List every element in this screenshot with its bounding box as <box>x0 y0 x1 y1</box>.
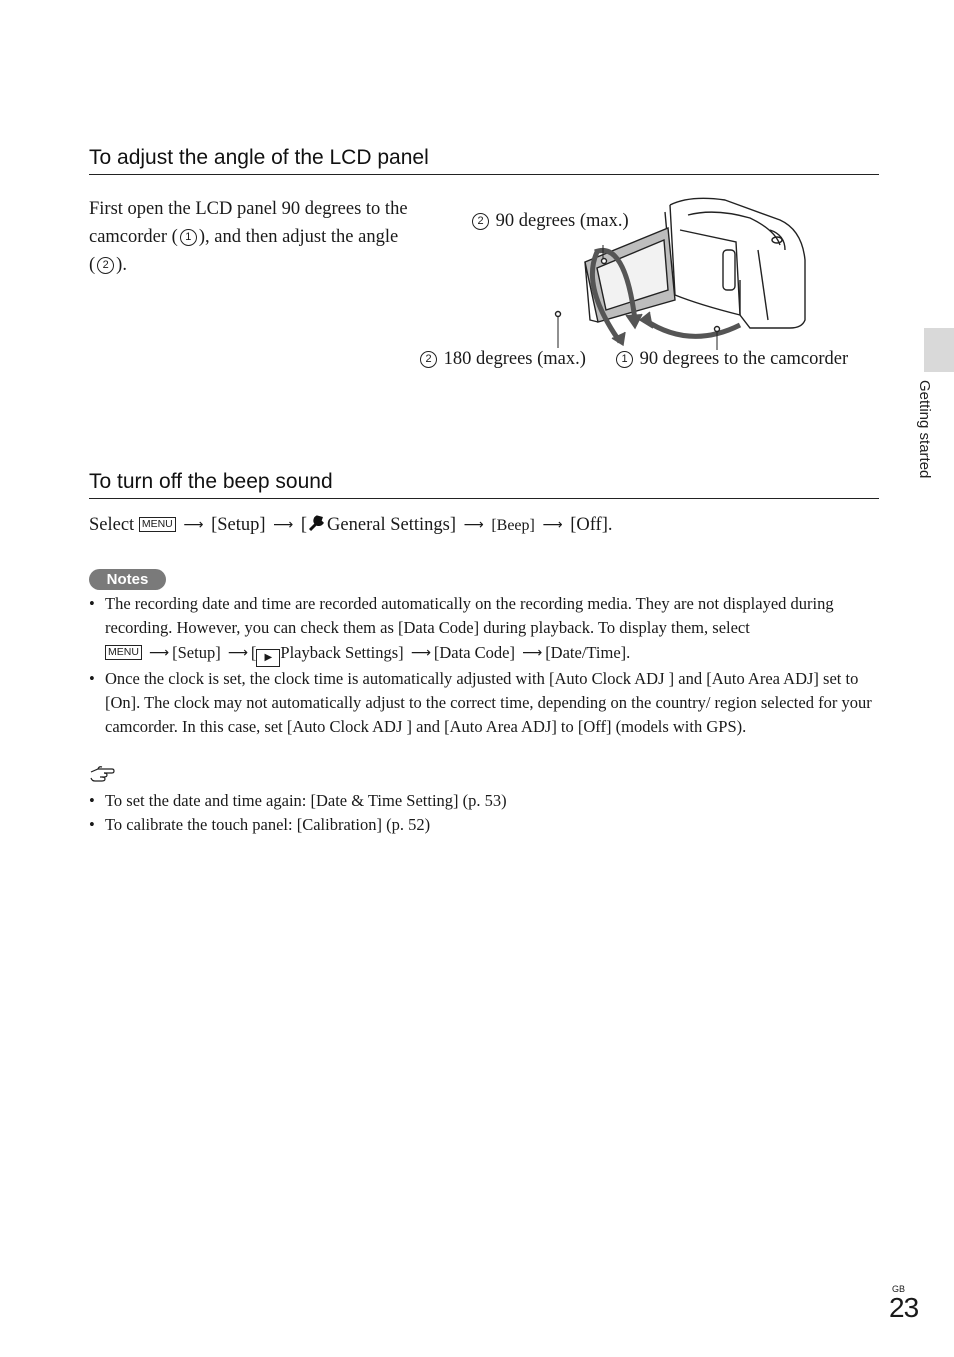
off-label: [Off]. <box>570 515 613 535</box>
arrow-right-icon: ⟶ <box>227 644 248 661</box>
chapter-tab-marker <box>924 328 954 372</box>
wrench-icon <box>307 514 327 532</box>
playback-settings-label: Playback Settings] <box>280 642 404 662</box>
lcd-text-1: First open the LCD panel 90 degrees to the <box>89 199 408 219</box>
bracket-open: [ <box>250 642 257 662</box>
step-1-icon: 1 <box>180 229 197 246</box>
data-code-label: [Data Code] <box>433 642 515 662</box>
pointing-hand-icon <box>90 765 116 783</box>
figure-label-180-text: 180 degrees (max.) <box>443 349 586 369</box>
setup-label: [Setup] <box>172 642 221 662</box>
lcd-instructions <box>89 195 449 279</box>
step-2-icon: 2 <box>97 257 114 274</box>
list-item <box>89 789 879 813</box>
lcd-text-4: ( <box>89 255 96 275</box>
tip-2-text: To calibrate the touch panel: [Calibration] (p. 52) <box>105 815 431 835</box>
menu-key-icon: MENU <box>139 517 176 532</box>
figure-label-90-text: 90 degrees to the camcorder <box>639 349 849 369</box>
play-icon: ▶ <box>256 649 280 667</box>
beep-instructions <box>89 514 612 536</box>
setup-label: [Setup] <box>211 515 266 535</box>
arrow-right-icon: ⟶ <box>463 517 484 533</box>
arrow-right-icon: ⟶ <box>410 644 431 661</box>
figure-label-top-text: 90 degrees (max.) <box>495 211 629 231</box>
list-item <box>89 813 879 837</box>
step-1-icon: 1 <box>616 351 633 368</box>
select-word: Select <box>89 515 135 535</box>
list-item <box>89 592 879 667</box>
section-title-lcd: To adjust the angle of the LCD panel <box>89 146 429 169</box>
arrow-right-icon: ⟶ <box>183 517 204 533</box>
lcd-text-5: ). <box>116 255 127 275</box>
notes-badge: Notes <box>89 569 166 590</box>
lcd-text-3: ), and then adjust the angle <box>198 227 399 247</box>
note-2-text: Once the clock is set, the clock time is automatically adjusted with [Auto Clock ADJ ] and [Auto Area ADJ] set to [On]. The clock may not automatically adjust to the correct time, depending on the country/ region selected for your camcorder. In this case, set [Auto Clock ADJ ] and [Auto Area ADJ] to [Off] (models with GPS). <box>105 668 872 737</box>
section-title-beep: To turn off the beep sound <box>89 470 333 493</box>
region-code: GB <box>892 1284 906 1294</box>
arrow-right-icon: ⟶ <box>522 644 543 661</box>
figure-label-90 <box>614 349 848 370</box>
notes-list <box>89 592 879 739</box>
arrow-right-icon: ⟶ <box>273 517 294 533</box>
chapter-tab-label <box>909 380 937 510</box>
note-1-text: The recording date and time are recorded automatically on the recording media. They are not displayed during recording. However, you can check them as [Data Code] during playback. To display them, select <box>105 594 834 638</box>
tip-1-text: To set the date and time again: [Date & Time Setting] (p. 53) <box>105 791 507 810</box>
camcorder-illustration <box>540 190 820 350</box>
section-rule <box>89 498 879 499</box>
section-rule <box>89 174 879 175</box>
page-number: 23 <box>889 1292 919 1323</box>
chapter-tab-text: Getting started <box>916 380 933 479</box>
tips-list <box>89 789 879 838</box>
beep-label: [Beep] <box>491 517 535 534</box>
menu-key-icon: MENU <box>105 645 142 660</box>
bracket-open: [ <box>300 515 308 535</box>
figure-label-180 <box>418 349 586 370</box>
list-item <box>89 667 879 740</box>
lcd-text-2: camcorder ( <box>89 227 178 247</box>
arrow-right-icon: ⟶ <box>149 644 170 661</box>
step-2-icon: 2 <box>420 351 437 368</box>
arrow-right-icon: ⟶ <box>542 517 563 533</box>
step-2-icon: 2 <box>472 213 489 230</box>
general-settings-label: General Settings] <box>327 515 456 535</box>
date-time-label: [Date/Time]. <box>545 642 631 662</box>
